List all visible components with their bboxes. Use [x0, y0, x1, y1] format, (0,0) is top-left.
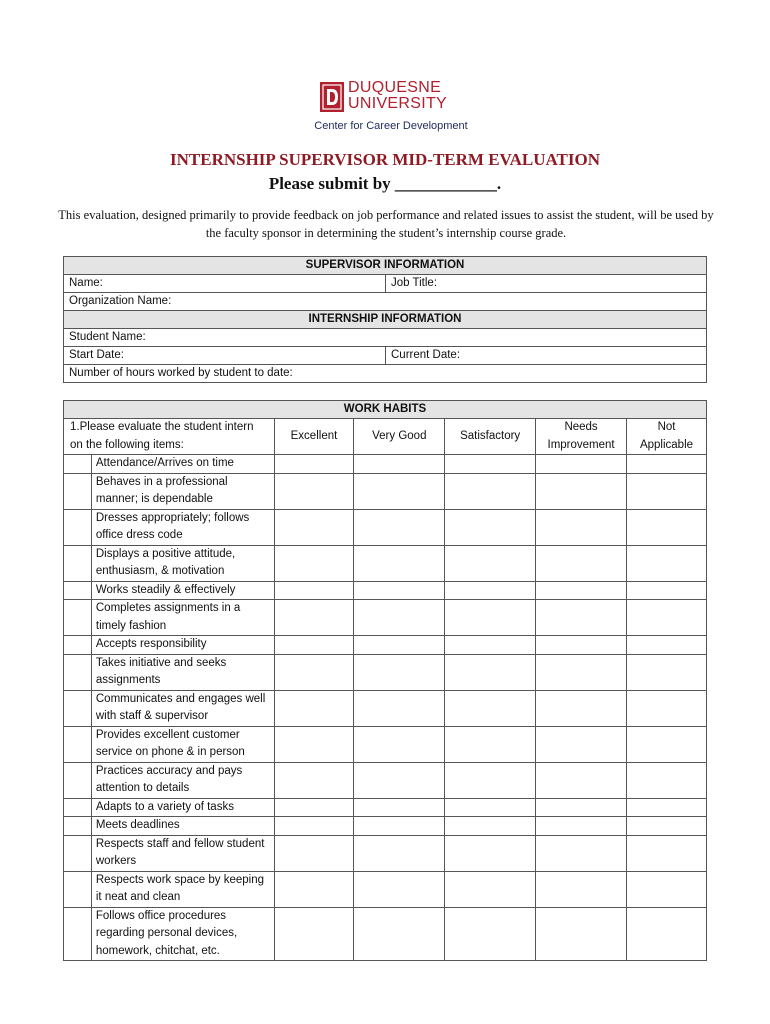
student-name-field[interactable]: Student Name: [64, 329, 707, 347]
rating-cell[interactable] [274, 762, 354, 798]
rating-cell[interactable] [536, 726, 627, 762]
rating-cell[interactable] [354, 545, 445, 581]
column-not-applicable: Not Applicable [627, 419, 707, 455]
column-satisfactory: Satisfactory [445, 419, 536, 455]
rating-cell[interactable] [354, 600, 445, 636]
rating-cell[interactable] [274, 545, 354, 581]
rating-cell[interactable] [536, 545, 627, 581]
logo-line-2: UNIVERSITY [348, 95, 448, 112]
rating-cell[interactable] [354, 817, 445, 836]
work-habits-heading: WORK HABITS [64, 401, 707, 419]
rating-cell[interactable] [445, 835, 536, 871]
rating-cell[interactable] [536, 690, 627, 726]
rating-cell[interactable] [354, 636, 445, 655]
item-label: Adapts to a variety of tasks [91, 798, 274, 817]
rating-cell[interactable] [354, 455, 445, 474]
rating-cell[interactable] [536, 509, 627, 545]
rating-cell[interactable] [274, 798, 354, 817]
table-row [64, 798, 707, 817]
rating-cell[interactable] [445, 509, 536, 545]
rating-cell[interactable] [354, 871, 445, 907]
item-label: Practices accuracy and pays attention to details [91, 762, 274, 798]
rating-cell[interactable] [274, 636, 354, 655]
rating-cell[interactable] [445, 654, 536, 690]
rating-cell[interactable] [627, 690, 707, 726]
item-label: Respects staff and fellow student workers [91, 835, 274, 871]
rating-cell[interactable] [354, 907, 445, 961]
table-row [64, 871, 707, 907]
rating-cell[interactable] [536, 871, 627, 907]
form-title: INTERNSHIP SUPERVISOR MID-TERM EVALUATION [170, 150, 600, 169]
rating-cell[interactable] [445, 817, 536, 836]
table-row [64, 509, 707, 545]
rating-cell[interactable] [445, 726, 536, 762]
rating-cell[interactable] [536, 907, 627, 961]
rating-cell[interactable] [354, 726, 445, 762]
item-label: Provides excellent customer service on phone & in person [91, 726, 274, 762]
rating-cell[interactable] [445, 871, 536, 907]
logo-wordmark [348, 80, 447, 112]
table-row [64, 817, 707, 836]
rating-cell[interactable] [274, 654, 354, 690]
column-needs-improvement: Needs Improvement [536, 419, 627, 455]
rating-cell[interactable] [536, 581, 627, 600]
organization-field[interactable]: Organization Name: [64, 293, 707, 311]
job-title-field[interactable]: Job Title: [386, 275, 707, 293]
rating-cell[interactable] [627, 762, 707, 798]
rating-cell[interactable] [627, 726, 707, 762]
intro-paragraph: This evaluation, designed primarily to provide feedback on job performance and related issues to assist the student, will be used by the faculty sponsor in determining the student’s internship course grade. [58, 208, 714, 240]
rating-cell[interactable] [354, 581, 445, 600]
rating-cell[interactable] [627, 817, 707, 836]
rating-cell[interactable] [354, 654, 445, 690]
rating-cell[interactable] [627, 798, 707, 817]
rating-cell[interactable] [445, 798, 536, 817]
table-row [64, 835, 707, 871]
rating-cell[interactable] [354, 798, 445, 817]
item-label: Meets deadlines [91, 817, 274, 836]
rating-cell[interactable] [627, 835, 707, 871]
rating-cell[interactable] [445, 762, 536, 798]
rating-cell[interactable] [536, 817, 627, 836]
rating-cell[interactable] [445, 690, 536, 726]
rating-cell[interactable] [627, 473, 707, 509]
table-row [64, 690, 707, 726]
table-row [64, 636, 707, 655]
rating-cell[interactable] [274, 871, 354, 907]
rating-cell[interactable] [627, 600, 707, 636]
rating-cell[interactable] [274, 455, 354, 474]
rating-cell[interactable] [354, 690, 445, 726]
item-label: Follows office procedures regarding personal devices, homework, chitchat, etc. [91, 907, 274, 961]
rating-cell[interactable] [627, 455, 707, 474]
rating-cell[interactable] [536, 600, 627, 636]
rating-cell[interactable] [536, 762, 627, 798]
rating-cell[interactable] [627, 654, 707, 690]
rating-cell[interactable] [536, 835, 627, 871]
rating-cell[interactable] [627, 907, 707, 961]
item-label: Dresses appropriately; follows office dress code [91, 509, 274, 545]
info-table [63, 256, 707, 383]
item-label: Works steadily & effectively [91, 581, 274, 600]
hours-worked-field[interactable]: Number of hours worked by student to date: [64, 365, 707, 383]
rating-cell[interactable] [354, 473, 445, 509]
column-very-good: Very Good [354, 419, 445, 455]
rating-cell[interactable] [274, 817, 354, 836]
rating-header-row [64, 419, 707, 455]
item-label: Behaves in a professional manner; is dependable [91, 473, 274, 509]
table-row [64, 726, 707, 762]
internship-heading: INTERNSHIP INFORMATION [64, 311, 707, 329]
table-row [64, 600, 707, 636]
rating-cell[interactable] [274, 600, 354, 636]
rating-cell[interactable] [536, 654, 627, 690]
rating-cell[interactable] [354, 762, 445, 798]
rating-cell[interactable] [274, 509, 354, 545]
item-label: Communicates and engages well with staff & supervisor [91, 690, 274, 726]
rating-cell[interactable] [445, 907, 536, 961]
rating-cell[interactable] [274, 690, 354, 726]
rating-cell[interactable] [274, 726, 354, 762]
rating-cell[interactable] [274, 581, 354, 600]
column-excellent: Excellent [274, 419, 354, 455]
rating-cell[interactable] [354, 509, 445, 545]
rating-cell[interactable] [274, 835, 354, 871]
rating-cell[interactable] [627, 581, 707, 600]
work-habits-table [63, 400, 707, 961]
rating-cell[interactable] [445, 455, 536, 474]
rating-cell[interactable] [627, 509, 707, 545]
table-row [64, 907, 707, 961]
submit-by-line: Please submit by ____________. [268, 174, 502, 193]
rating-cell[interactable] [445, 581, 536, 600]
table-row [64, 654, 707, 690]
table-row [64, 581, 707, 600]
start-date-field[interactable]: Start Date: [64, 347, 386, 365]
supervisor-heading: SUPERVISOR INFORMATION [64, 257, 707, 275]
rating-cell[interactable] [536, 636, 627, 655]
supervisor-name-field[interactable]: Name: [64, 275, 386, 293]
rating-cell[interactable] [445, 473, 536, 509]
rating-cell[interactable] [445, 636, 536, 655]
rating-cell[interactable] [274, 473, 354, 509]
rating-cell[interactable] [536, 455, 627, 474]
item-label: Attendance/Arrives on time [91, 455, 274, 474]
table-row [64, 545, 707, 581]
logo-line-1: DUQUESNE [348, 79, 442, 96]
table-row [64, 455, 707, 474]
rating-cell[interactable] [354, 835, 445, 871]
current-date-field[interactable]: Current Date: [386, 347, 707, 365]
item-label: Accepts responsibility [91, 636, 274, 655]
table-row [64, 473, 707, 509]
item-label: Displays a positive attitude, enthusiasm, & motivation [91, 545, 274, 581]
item-label: Completes assignments in a timely fashion [91, 600, 274, 636]
rating-cell[interactable] [627, 636, 707, 655]
evaluation-prompt: 1.Please evaluate the student intern on the following items: [64, 419, 275, 455]
rating-cell[interactable] [627, 871, 707, 907]
rating-cell[interactable] [536, 473, 627, 509]
item-label: Respects work space by keeping it neat and clean [91, 871, 274, 907]
rating-cell[interactable] [445, 600, 536, 636]
item-label: Takes initiative and seeks assignments [91, 654, 274, 690]
rating-cell[interactable] [536, 798, 627, 817]
rating-cell[interactable] [627, 545, 707, 581]
table-row [64, 762, 707, 798]
rating-cell[interactable] [274, 907, 354, 961]
university-seal-icon [320, 82, 344, 112]
logo-subtitle: Center for Career Development [314, 120, 468, 132]
rating-cell[interactable] [445, 545, 536, 581]
university-logo [306, 80, 476, 136]
